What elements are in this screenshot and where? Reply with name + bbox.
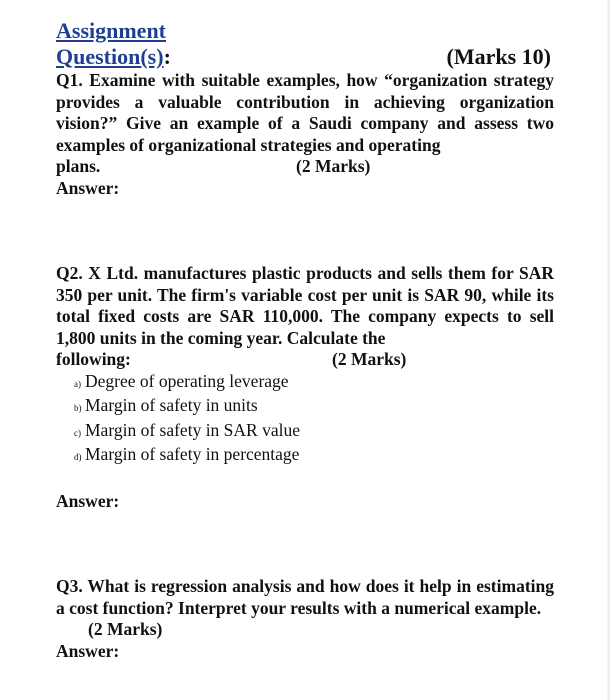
answer-space-1 — [56, 199, 554, 263]
question-2 — [56, 263, 554, 512]
question-1 — [56, 70, 554, 199]
question-3 — [56, 576, 554, 662]
spacer — [56, 469, 554, 491]
sub-question — [74, 420, 554, 445]
q1-marks: (2 Marks) — [296, 156, 371, 176]
sub-marker: d) — [74, 452, 82, 462]
q2-sub-questions — [56, 371, 554, 469]
assignment-header — [56, 18, 554, 70]
q1-last-line — [56, 156, 554, 178]
sub-question — [74, 371, 554, 396]
answer-space-2 — [56, 512, 554, 576]
sub-question-text: Degree of operating leverage — [85, 370, 289, 391]
questions-title-link[interactable]: Question(s) — [56, 44, 164, 69]
page-edge-shadow — [606, 0, 610, 700]
title-colon: : — [163, 44, 171, 69]
sub-question — [74, 444, 554, 469]
q1-text: Q1. Examine with suitable examples, how “organization strategy provides a valuable contribution in achieving organization vision?” Give an example of a Saudi company and assess two examples of organizational strategies and operating — [56, 70, 554, 155]
q3-text: Q3. What is regression analysis and how does it help in estimating a cost function? Interpret your results with a numerical example. — [56, 576, 554, 618]
q3-marks: (2 Marks) — [88, 619, 163, 639]
assignment-page — [56, 18, 554, 662]
sub-marker: b) — [74, 403, 82, 413]
q2-marks: (2 Marks) — [332, 349, 407, 369]
q2-answer-label: Answer: — [56, 490, 120, 511]
q1-answer-label: Answer: — [56, 177, 120, 198]
sub-question-text: Margin of safety in units — [85, 395, 258, 415]
sub-question-text: Margin of safety in percentage — [85, 444, 300, 464]
sub-question — [74, 395, 554, 420]
q3-answer-label: Answer: — [56, 640, 120, 661]
q2-last-word: following: — [56, 349, 131, 369]
total-marks: (Marks 10) — [446, 44, 551, 69]
q2-text: Q2. X Ltd. manufactures plastic products and sells them for SAR 350 per unit. The firm's variable cost per unit is SAR 90, while its total fixed costs are SAR 110,000. The company expects to sell 1,800 units in the coming year. Calculate the — [56, 263, 554, 348]
q1-last-word: plans. — [56, 156, 101, 176]
sub-marker: c) — [74, 427, 81, 438]
q2-last-line — [56, 349, 554, 371]
sub-question-text: Margin of safety in SAR value — [85, 419, 300, 440]
sub-marker: a) — [74, 378, 81, 389]
assignment-title-link[interactable]: Assignment — [56, 18, 167, 43]
